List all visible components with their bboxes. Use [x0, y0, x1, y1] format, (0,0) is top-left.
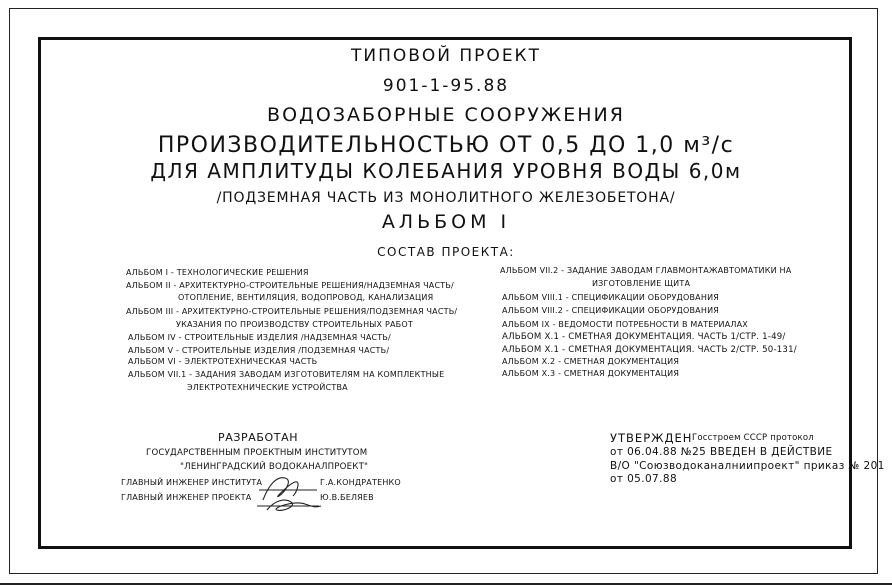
signature-image — [255, 470, 325, 518]
chief-engineer-role: ГЛАВНЫЙ ИНЖЕНЕР ИНСТИТУТА — [121, 478, 263, 487]
composition-heading: СОСТАВ ПРОЕКТА: — [377, 245, 515, 259]
developed-title: РАЗРАБОТАН — [218, 431, 299, 444]
album-list-item: АЛЬБОМ VI - ЭЛЕКТРОТЕХНИЧЕСКАЯ ЧАСТЬ — [128, 357, 318, 366]
project-title: ВОДОЗАБОРНЫЕ СООРУЖЕНИЯ — [267, 104, 625, 126]
developer-name: "ЛЕНИНГРАДСКИЙ ВОДОКАНАЛПРОЕКТ" — [180, 462, 369, 472]
album-list-item: ОТОПЛЕНИЕ, ВЕНТИЛЯЦИЯ, ВОДОПРОВОД, КАНАЛИЗАЦИЯ — [178, 293, 434, 302]
approved-protocol: от 06.04.88 №25 ВВЕДЕН В ДЕЙСТВИЕ — [610, 446, 833, 458]
album-list-item: АЛЬБОМ X.1 - СМЕТНАЯ ДОКУМЕНТАЦИЯ. ЧАСТЬ 1/СТР. 1-49/ — [502, 332, 786, 342]
album-list-item: АЛЬБОМ X.2 - СМЕТНАЯ ДОКУМЕНТАЦИЯ — [502, 357, 680, 366]
album-list-item: АЛЬБОМ I - ТЕХНОЛОГИЧЕСКИЕ РЕШЕНИЯ — [126, 268, 309, 277]
album-title: АЛЬБОМ I — [381, 211, 511, 233]
album-list-item: АЛЬБОМ V - СТРОИТЕЛЬНЫЕ ИЗДЕЛИЯ /ПОДЗЕМНАЯ ЧАСТЬ/ — [128, 346, 390, 355]
album-list-item: АЛЬБОМ VII.2 - ЗАДАНИЕ ЗАВОДАМ ГЛАВМОНТАЖАВТОМАТИКИ НА — [500, 266, 792, 275]
album-list-item: АЛЬБОМ VIII.2 - СПЕЦИФИКАЦИИ ОБОРУДОВАНИЯ — [502, 306, 720, 315]
album-list-item: АЛЬБОМ IV - СТРОИТЕЛЬНЫЕ ИЗДЕЛИЯ /НАДЗЕМНАЯ ЧАСТЬ/ — [128, 333, 391, 342]
approved-title: УТВЕРЖДЕН — [610, 431, 693, 445]
project-engineer-name: Ю.В.БЕЛЯЕВ — [320, 493, 374, 502]
approved-authority: Госстроем СССР протокол — [692, 433, 814, 443]
album-list-item: УКАЗАНИЯ ПО ПРОИЗВОДСТВУ СТРОИТЕЛЬНЫХ РАБОТ — [176, 320, 413, 329]
amplitude-line: ДЛЯ АМПЛИТУДЫ КОЛЕБАНИЯ УРОВНЯ ВОДЫ 6,0м — [150, 159, 742, 183]
project-number: 901-1-95.88 — [382, 76, 510, 96]
chief-engineer-name: Г.А.КОНДРАТЕНКО — [320, 478, 401, 487]
album-list-item: АЛЬБОМ IX - ВЕДОМОСТИ ПОТРЕБНОСТИ В МАТЕРИАЛАХ — [502, 320, 748, 329]
album-list-item: АЛЬБОМ III - АРХИТЕКТУРНО-СТРОИТЕЛЬНЫЕ РЕШЕНИЯ/ПОДЗЕМНАЯ ЧАСТЬ/ — [126, 307, 458, 316]
album-list-item: АЛЬБОМ VII.1 - ЗАДАНИЯ ЗАВОДАМ ИЗГОТОВИТЕЛЯМ НА КОМПЛЕКТНЫЕ — [128, 370, 445, 379]
album-list-item: ИЗГОТОВЛЕНИЕ ЩИТА — [592, 279, 691, 288]
album-list-item: АЛЬБОМ X.3 - СМЕТНАЯ ДОКУМЕНТАЦИЯ — [502, 369, 680, 378]
project-engineer-role: ГЛАВНЫЙ ИНЖЕНЕР ПРОЕКТА — [121, 493, 252, 502]
bottom-rule — [0, 583, 892, 585]
approved-order: В/О "Союзводоканалниипроект" приказ № 201 — [610, 460, 885, 472]
capacity-line: ПРОИЗВОДИТЕЛЬНОСТЬЮ ОТ 0,5 ДО 1,0 м³/с — [157, 133, 735, 158]
album-list-item: АЛЬБОМ VIII.1 - СПЕЦИФИКАЦИИ ОБОРУДОВАНИЯ — [502, 293, 720, 302]
subtitle: /ПОДЗЕМНАЯ ЧАСТЬ ИЗ МОНОЛИТНОГО ЖЕЛЕЗОБЕТОНА/ — [216, 190, 676, 206]
album-list-item: ЭЛЕКТРОТЕХНИЧЕСКИЕ УСТРОЙСТВА — [187, 383, 348, 392]
album-list-item: АЛЬБОМ X.1 - СМЕТНАЯ ДОКУМЕНТАЦИЯ. ЧАСТЬ 2/СТР. 50-131/ — [502, 345, 797, 355]
developer-institute: ГОСУДАРСТВЕННЫМ ПРОЕКТНЫМ ИНСТИТУТОМ — [146, 448, 368, 458]
album-list-item: АЛЬБОМ II - АРХИТЕКТУРНО-СТРОИТЕЛЬНЫЕ РЕШЕНИЯ/НАДЗЕМНАЯ ЧАСТЬ/ — [126, 281, 454, 290]
approved-date: от 05.07.88 — [610, 473, 678, 485]
document-type: ТИПОВОЙ ПРОЕКТ — [350, 46, 542, 66]
